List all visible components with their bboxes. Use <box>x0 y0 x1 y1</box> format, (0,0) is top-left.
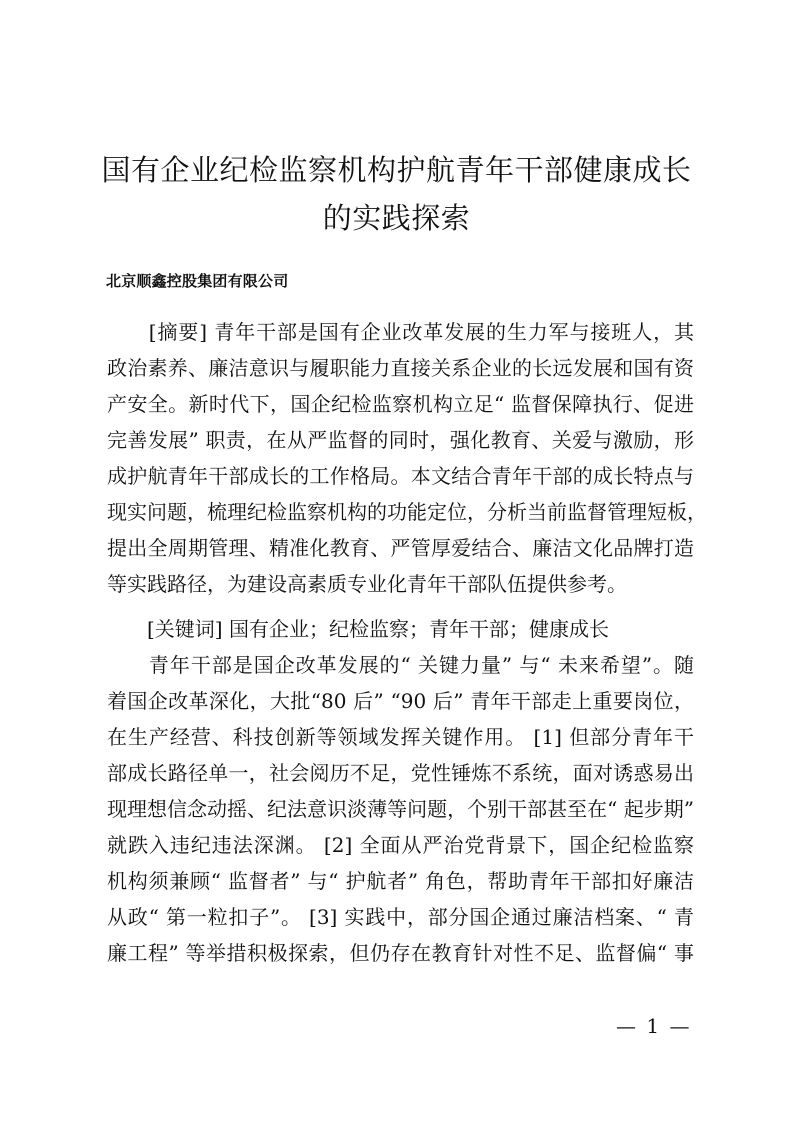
intro-line: 廉工程” 等举措积极探索，但仍存在教育针对性不足、监督偏“ 事 <box>107 941 694 965</box>
abstract-line: 产安全。新时代下，国企纪检监察机构立足“ 监督保障执行、促进 <box>107 392 694 416</box>
author-affiliation: 北京顺鑫控股集团有限公司 <box>106 273 289 290</box>
intro-line: 青年干部是国企改革发展的“ 关键力量” 与“ 未来希望”。随 <box>107 653 694 677</box>
abstract-line: 现实问题，梳理纪检监察机构的功能定位，分析当前监督管理短板， <box>107 500 707 524</box>
intro-paragraph <box>107 647 694 971</box>
document-title-line-1: 国有企业纪检监察机构护航青年干部健康成长 <box>101 153 692 187</box>
abstract-line: 成护航青年干部成长的工作格局。本文结合青年干部的成长特点与 <box>107 464 694 488</box>
abstract-line: 完善发展” 职责，在从严监督的同时，强化教育、关爱与激励，形 <box>107 428 694 452</box>
abstract-line: 等实践路径，为建设高素质专业化青年干部队伍提供参考。 <box>107 572 627 596</box>
intro-line: 现理想信念动摇、纪法意识淡薄等问题，个别干部甚至在“ 起步期” <box>107 797 694 821</box>
intro-line: 在生产经营、科技创新等领域发挥关键作用。 [1] 但部分青年干 <box>107 725 694 749</box>
abstract-paragraph <box>107 314 707 602</box>
intro-line: 着国企改革深化，大批“80 后” “90 后” 青年干部走上重要岗位， <box>107 689 694 713</box>
abstract-line: [摘要] 青年干部是国有企业改革发展的生力军与接班人，其 <box>107 320 694 344</box>
document-title-line-2: 的实践探索 <box>322 201 471 235</box>
intro-line: 从政“ 第一粒扣子”。 [3] 实践中，部分国企通过廉洁档案、“ 青 <box>107 905 694 929</box>
abstract-line: 政治素养、廉洁意识与履职能力直接关系企业的长远发展和国有资 <box>107 356 694 380</box>
keywords-line: [关键词] 国有企业；纪检监察；青年干部；健康成长 <box>107 617 609 641</box>
intro-line: 部成长路径单一，社会阅历不足，党性锤炼不系统，面对诱惑易出 <box>107 761 694 785</box>
intro-line: 机构须兼顾“ 监督者” 与“ 护航者” 角色，帮助青年干部扣好廉洁 <box>107 869 694 893</box>
abstract-line: 提出全周期管理、精准化教育、严管厚爱结合、廉洁文化品牌打造 <box>107 536 694 560</box>
intro-line: 就跌入违纪违法深渊。 [2] 全面从严治党背景下，国企纪检监察 <box>107 833 694 857</box>
page-number: — 1 — <box>616 1014 692 1038</box>
keywords-paragraph <box>107 611 694 647</box>
